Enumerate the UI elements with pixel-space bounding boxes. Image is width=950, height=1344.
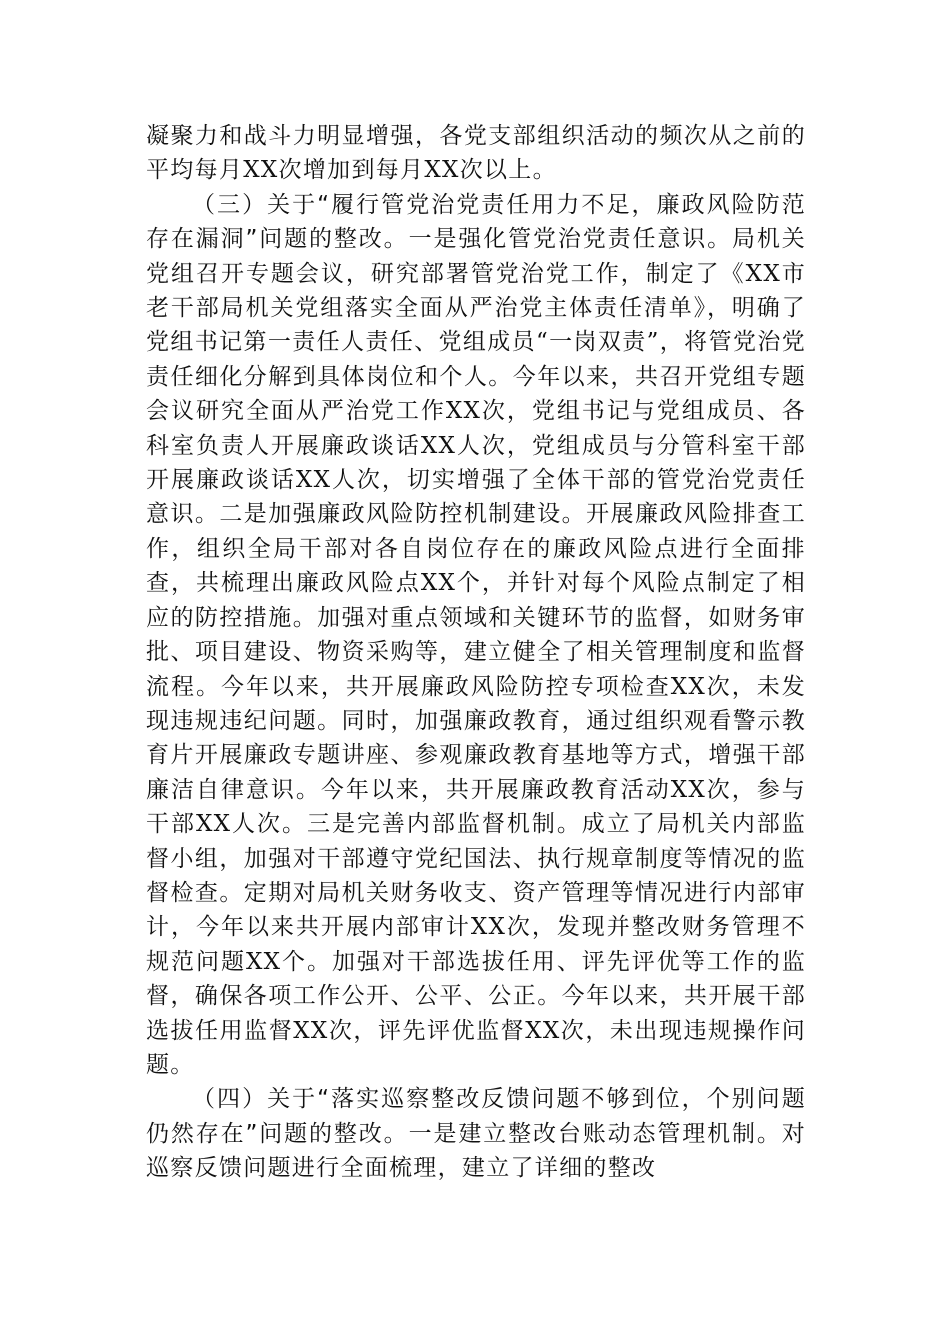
- section-3-heading: （三）关于“履行管党治党责任用力不足，廉政风险防范存在漏洞”问题的整改。: [146, 191, 806, 253]
- paragraph-1: [146, 119, 806, 188]
- paragraph-1-text: 凝聚力和战斗力明显增强，各党支部组织活动的频次从之前的平均每月XX次增加到每月XX次以上。: [146, 123, 806, 184]
- paragraph-3-text: 一是建立整改台账动态管理机制。对巡察反馈问题进行全面梳理，建立了详细的整改: [146, 1120, 806, 1182]
- section-4-heading: （四）关于“落实巡察整改反馈问题不够到位，个别问题仍然存在”问题的整改。: [146, 1086, 806, 1147]
- paragraph-3: [146, 1082, 806, 1185]
- document-page: [146, 119, 806, 1186]
- paragraph-2-text: 一是强化管党治党责任意识。局机关党组召开专题会议，研究部署管党治党工作，制定了《XX市老干部局机关党组落实全面从严治党主体责任清单》，明确了党组书记第一责任人责任、党组成员“一岗双责”，将管党治党责任细化分解到具体岗位和个人。今年以来，共召开党组专题会议研究全面从严治党工作XX次，党组书记与党组成员、各科室负责人开展廉政谈话XX人次，党组成员与分管科室干部开展廉政谈话XX人次，切实增强了全体干部的管党治党责任意识。二是加强廉政风险防控机制建设。开展廉政风险排查工作，组织全局干部对各自岗位存在的廉政风险点进行全面排查，共梳理出廉政风险点XX个，并针对每个风险点制定了相应的防控措施。加强对重点领域和关键环节的监督，如财务审批、项目建设、物资采购等，建立健全了相关管理制度和监督流程。今年以来，共开展廉政风险防控专项检查XX次，未发现违规违纪问题。同时，加强廉政教育，通过组织观看警示教育片开展廉政专题讲座、参观廉政教育基地等方式，增强干部廉洁自律意识。今年以来，共开展廉政教育活动XX次，参与干部XX人次。三是完善内部监督机制。成立了局机关内部监督小组，加强对干部遵守党纪国法、执行规章制度等情况的监督检查。定期对局机关财务收支、资产管理等情况进行内部审计，今年以来共开展内部审计XX次，发现并整改财务管理不规范问题XX个。加强对干部选拔任用、评先评优等工作的监督，确保各项工作公开、公平、公正。今年以来，共开展干部选拔任用监督XX次，评先评优监督XX次，未出现违规操作问题。: [146, 226, 806, 1078]
- paragraph-2: [146, 188, 806, 1083]
